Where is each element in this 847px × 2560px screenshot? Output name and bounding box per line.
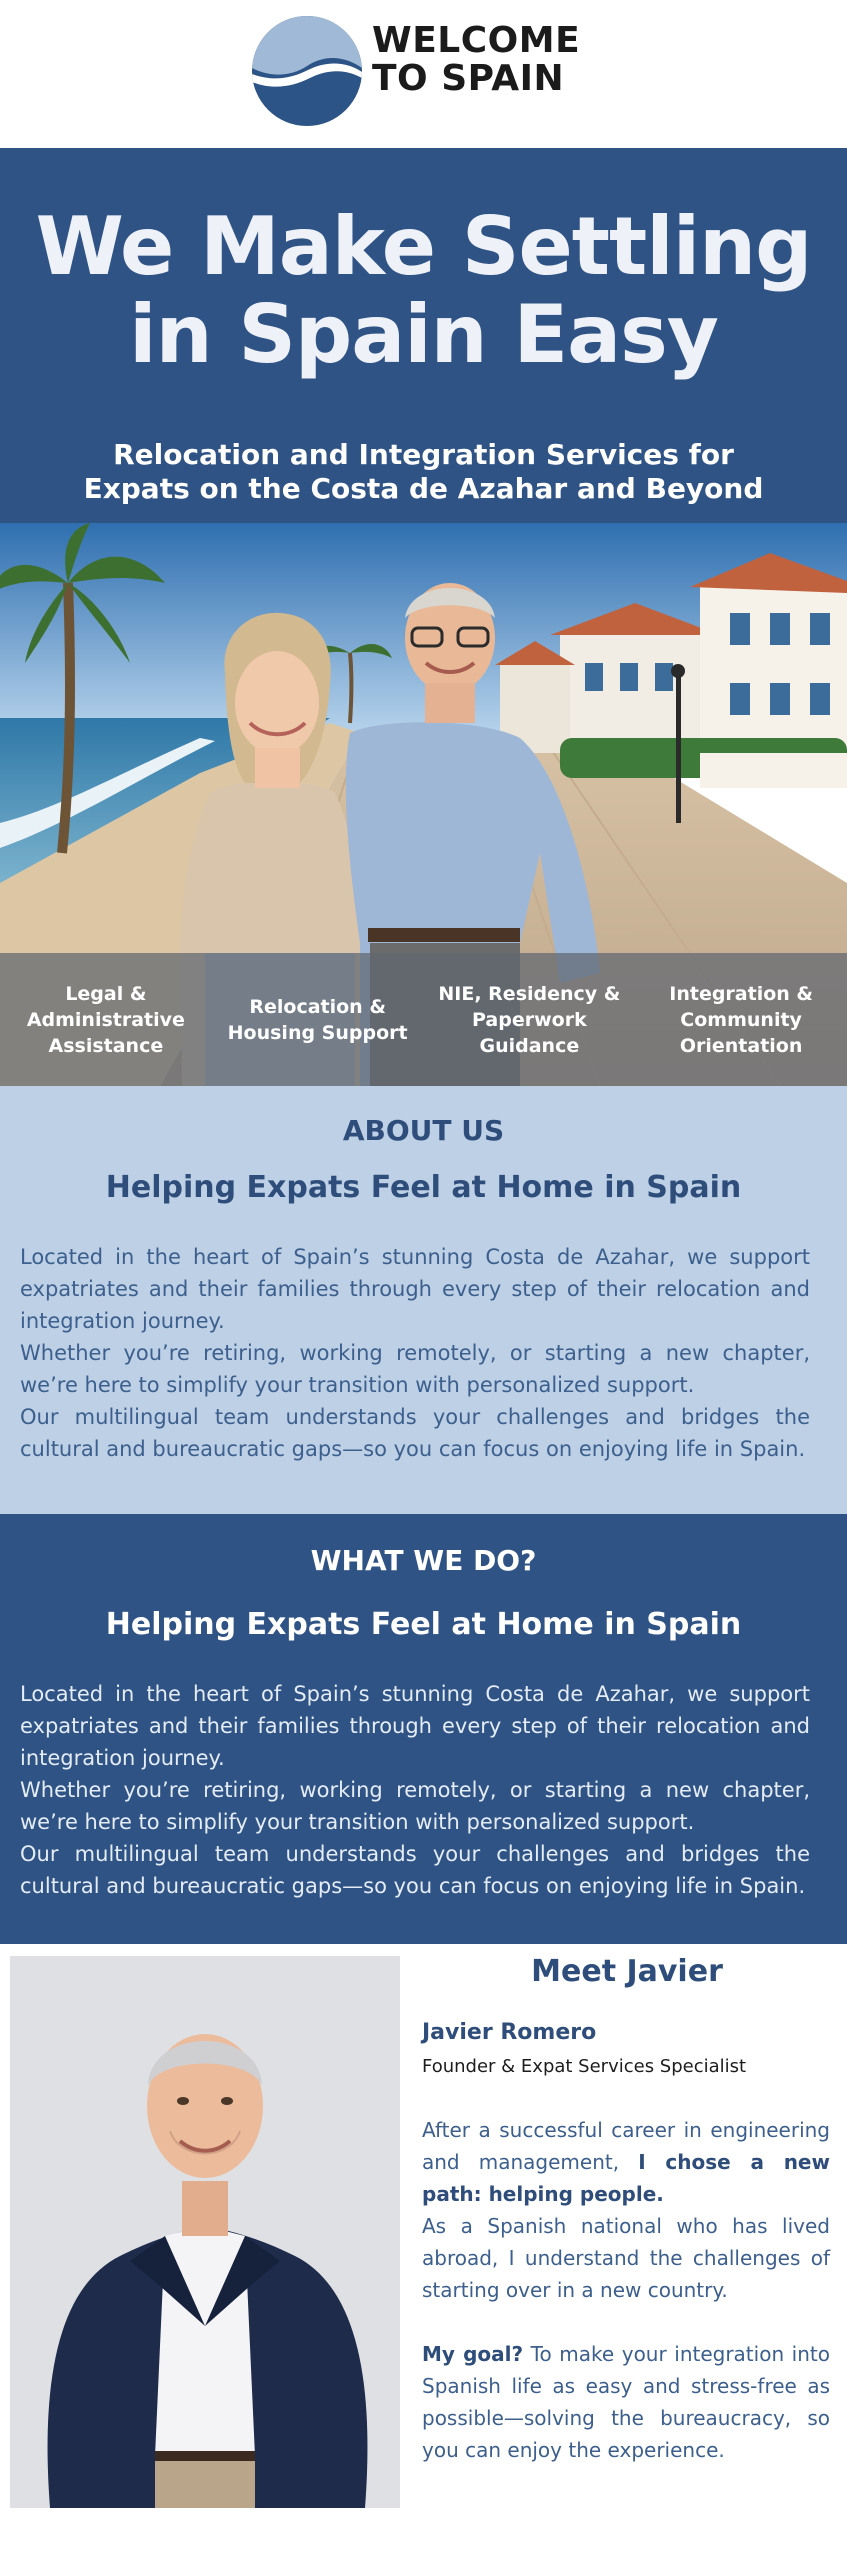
- service-label-line: Guidance: [479, 1034, 580, 1057]
- hero-subtitle: [40, 438, 807, 506]
- logo-line-1: WELCOME: [372, 20, 581, 61]
- about-kicker: ABOUT US: [342, 1114, 505, 1147]
- site-header: [0, 0, 847, 148]
- meet-heading: Meet Javier: [531, 1954, 723, 1989]
- bio-highlight: I chose a new path: helping people.: [422, 2150, 830, 2206]
- service-label-line: Assistance: [48, 1034, 164, 1057]
- what-we-do-heading: Helping Expats Feel at Home in Spain: [105, 1607, 742, 1642]
- service-label-line: Legal &: [65, 982, 147, 1005]
- bio-highlight: My goal?: [422, 2342, 524, 2366]
- about-heading: Helping Expats Feel at Home in Spain: [105, 1170, 742, 1205]
- about-paragraph-3: Our multilingual team understands your challenges and bridges the cultural and bureaucratic gaps—so you can focus on enjoying life in Spain.: [20, 1405, 810, 1461]
- founder-bio-paragraph-3: [422, 2338, 830, 2466]
- service-label-line: Integration &: [669, 982, 813, 1005]
- what-we-do-paragraph-1: Located in the heart of Spain’s stunning Costa de Azahar, we support expatriates and their families through every step of their relocation and integration journey.: [20, 1682, 810, 1770]
- service-nie-residency[interactable]: [424, 981, 636, 1059]
- logo-wordmark[interactable]: [372, 22, 580, 98]
- service-label-line: Community: [680, 1008, 802, 1031]
- services-overlay-bar: [0, 953, 847, 1086]
- what-we-do-paragraph-2: Whether you’re retiring, working remotely, or starting a new chapter, we’re here to simplify your transition with personalized support.: [20, 1778, 810, 1834]
- meet-founder-section: [0, 1944, 847, 2560]
- service-legal-administrative[interactable]: [0, 981, 212, 1059]
- paragraph-spacer: [422, 2306, 830, 2338]
- service-label-line: Administrative: [26, 1008, 185, 1031]
- sea-wave-circle-icon[interactable]: [252, 16, 362, 126]
- founder-portrait: [10, 1956, 400, 2508]
- hero-title-line-1: We Make Settling: [35, 200, 812, 293]
- service-label-line: NIE, Residency &: [438, 982, 621, 1005]
- about-paragraph-1: Located in the heart of Spain’s stunning Costa de Azahar, we support expatriates and their families through every step of their relocation and integration journey.: [20, 1245, 810, 1333]
- what-we-do-kicker: WHAT WE DO?: [310, 1544, 537, 1577]
- what-we-do-paragraph-3: Our multilingual team understands your challenges and bridges the cultural and bureaucratic gaps—so you can focus on enjoying life in Spain.: [20, 1842, 810, 1898]
- hero-subtitle-line-1: Relocation and Integration Services for: [113, 438, 734, 471]
- service-label-line: Relocation &: [249, 995, 386, 1018]
- what-we-do-section: [0, 1514, 847, 1944]
- service-label-line: Orientation: [679, 1034, 803, 1057]
- founder-bio: [422, 2114, 830, 2466]
- founder-name: Javier Romero: [422, 2020, 597, 2045]
- what-we-do-body: [20, 1678, 810, 1902]
- service-integration-community[interactable]: [635, 981, 847, 1059]
- service-label-line: Paperwork: [472, 1008, 587, 1031]
- about-body: [20, 1241, 810, 1465]
- service-label-line: Housing Support: [227, 1021, 408, 1044]
- bio-text: After a successful career in engineering and management,: [422, 2118, 830, 2174]
- hero-title: [0, 200, 847, 381]
- founder-bio-paragraph-1: [422, 2114, 830, 2210]
- logo-line-2: TO SPAIN: [372, 58, 565, 99]
- founder-role: Founder & Expat Services Specialist: [422, 2056, 747, 2077]
- hero-subtitle-line-2: Expats on the Costa de Azahar and Beyond: [83, 472, 764, 505]
- bio-text: To make your integration into Spanish life as easy and stress-free as possible—solving the bureaucracy, so you can enjoy the experience.: [422, 2342, 830, 2462]
- service-relocation-housing[interactable]: [212, 994, 424, 1046]
- founder-bio-paragraph-2: As a Spanish national who has lived abroad, I understand the challenges of starting over in a new country.: [422, 2214, 830, 2302]
- hero-title-line-2: in Spain Easy: [129, 288, 718, 381]
- about-paragraph-2: Whether you’re retiring, working remotely, or starting a new chapter, we’re here to simplify your transition with personalized support.: [20, 1341, 810, 1397]
- hero-banner: [0, 148, 847, 523]
- hero-photo: [0, 523, 847, 1086]
- javier-romero-portrait-photo: [10, 1956, 400, 2508]
- about-section: [0, 1086, 847, 1514]
